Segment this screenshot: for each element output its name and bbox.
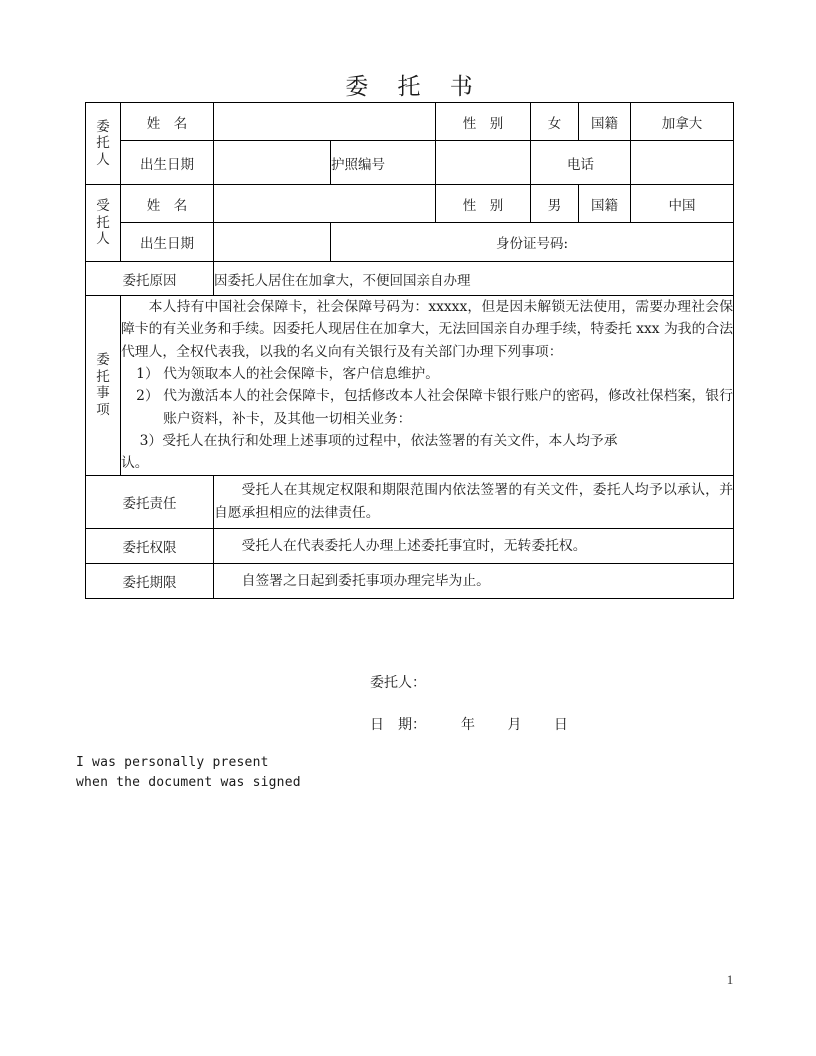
matters-body bbox=[121, 296, 734, 476]
duty-value: 受托人在其规定权限和期限范围内依法签署的有关文件，委托人均予以承认，并自愿承担相应的法律责任。 bbox=[214, 482, 733, 521]
principal-label-char-2: 托 bbox=[96, 135, 110, 152]
matters-list-item-1 bbox=[121, 363, 733, 385]
principal-phone-value[interactable] bbox=[631, 141, 734, 185]
principal-label-char-1: 委 bbox=[96, 118, 110, 135]
matters-label-char-3: 事 bbox=[96, 385, 110, 402]
matters-item-3-continuation: 认。 bbox=[121, 455, 149, 472]
duty-value-cell bbox=[214, 475, 734, 528]
matters-item-2-number: 2） bbox=[136, 388, 159, 405]
table-row-term bbox=[86, 563, 734, 598]
agent-id-label: 身份证号码: bbox=[331, 223, 734, 262]
matters-label-char-4: 项 bbox=[96, 401, 110, 418]
table-row-reason bbox=[86, 262, 734, 296]
matters-item-1-number: 1） bbox=[136, 366, 159, 383]
table-row-duty bbox=[86, 475, 734, 528]
matters-item-1-text: 代为领取本人的社会保障卡，客户信息维护。 bbox=[163, 366, 440, 383]
duty-label: 委托责任 bbox=[86, 475, 214, 528]
english-note-line-2: when the document was signed bbox=[76, 775, 301, 791]
agent-label-char-1: 受 bbox=[96, 198, 110, 215]
table-row-principal-birth bbox=[86, 141, 734, 185]
agent-vertical-label bbox=[86, 185, 121, 262]
agent-name-label: 姓 名 bbox=[121, 185, 214, 223]
matters-paragraph-1: 本人持有中国社会保障卡，社会保障号码为：xxxxx，但是因未解锁无法使用，需要办理社会保障卡的有关业务和手续。因委托人现居住在加拿大，无法回国亲自办理手续，特委托 xxx 为我的合法代理人，全权代表我，以我的名义向有关银行及有关部门办理下列事项： bbox=[121, 299, 733, 360]
matters-vertical-label bbox=[86, 296, 121, 476]
signature-block bbox=[370, 672, 568, 734]
scope-label: 委托权限 bbox=[86, 528, 214, 563]
agent-label-char-2: 托 bbox=[96, 214, 110, 231]
matters-list bbox=[121, 363, 733, 430]
agent-gender-label: 性 别 bbox=[436, 185, 531, 223]
table-row-agent-name bbox=[86, 185, 734, 223]
principal-gender-value[interactable]: 女 bbox=[531, 103, 579, 141]
term-value-cell bbox=[214, 563, 734, 598]
english-note-line-1: I was personally present bbox=[76, 755, 269, 770]
matters-label-char-2: 托 bbox=[96, 368, 110, 385]
matters-item-3-text: 3）受托人在执行和处理上述事项的过程中，依法签署的有关文件，本人均予承 bbox=[139, 433, 618, 450]
principal-signature-line[interactable]: 委托人： bbox=[370, 675, 426, 691]
page-title: 委 托 书 bbox=[345, 74, 484, 100]
scope-value-cell bbox=[214, 528, 734, 563]
agent-name-value[interactable] bbox=[214, 185, 436, 223]
term-label: 委托期限 bbox=[86, 563, 214, 598]
matters-list-item-2 bbox=[121, 385, 733, 430]
principal-label-char-3: 人 bbox=[96, 151, 110, 168]
page-number: 1 bbox=[726, 972, 734, 987]
principal-nationality-label: 国籍 bbox=[579, 103, 631, 141]
principal-vertical-label bbox=[86, 103, 121, 185]
scope-value: 受托人在代表委托人办理上述委托事宜时，无转委托权。 bbox=[241, 537, 587, 554]
principal-gender-label: 性 别 bbox=[436, 103, 531, 141]
principal-birth-value[interactable] bbox=[214, 141, 331, 185]
principal-name-label: 姓 名 bbox=[121, 103, 214, 141]
table-row-scope bbox=[86, 528, 734, 563]
agent-nationality-value[interactable]: 中国 bbox=[631, 185, 734, 223]
reason-label: 委托原因 bbox=[86, 262, 214, 296]
principal-passport-label: 护照编号 bbox=[331, 141, 436, 185]
agent-nationality-label: 国籍 bbox=[579, 185, 631, 223]
english-witness-note bbox=[76, 753, 301, 793]
delegation-form-table bbox=[85, 102, 734, 599]
table-row-matters bbox=[86, 296, 734, 476]
matters-label-char-1: 委 bbox=[96, 352, 110, 369]
principal-birth-label: 出生日期 bbox=[121, 141, 214, 185]
reason-value[interactable]: 因委托人居住在加拿大，不便回国亲自办理 bbox=[214, 262, 734, 296]
principal-nationality-value[interactable]: 加拿大 bbox=[631, 103, 734, 141]
principal-name-value[interactable] bbox=[214, 103, 436, 141]
table-row-principal-name bbox=[86, 103, 734, 141]
matters-item-2-text: 代为激活本人的社会保障卡，包括修改本人社会保障卡银行账户的密码，修改社保档案，银行账户资料，补卡，及其他一切相关业务： bbox=[163, 388, 733, 427]
table-row-agent-birth bbox=[86, 223, 734, 262]
signature-date-line[interactable]: 日 期： 年 月 日 bbox=[370, 717, 568, 733]
agent-birth-label: 出生日期 bbox=[121, 223, 214, 262]
term-value: 自签署之日起到委托事项办理完毕为止。 bbox=[241, 572, 490, 589]
principal-passport-value[interactable] bbox=[436, 141, 531, 185]
principal-phone-label: 电话 bbox=[531, 141, 631, 185]
agent-gender-value[interactable]: 男 bbox=[531, 185, 579, 223]
agent-label-char-3: 人 bbox=[96, 231, 110, 248]
agent-birth-value[interactable] bbox=[214, 223, 331, 262]
